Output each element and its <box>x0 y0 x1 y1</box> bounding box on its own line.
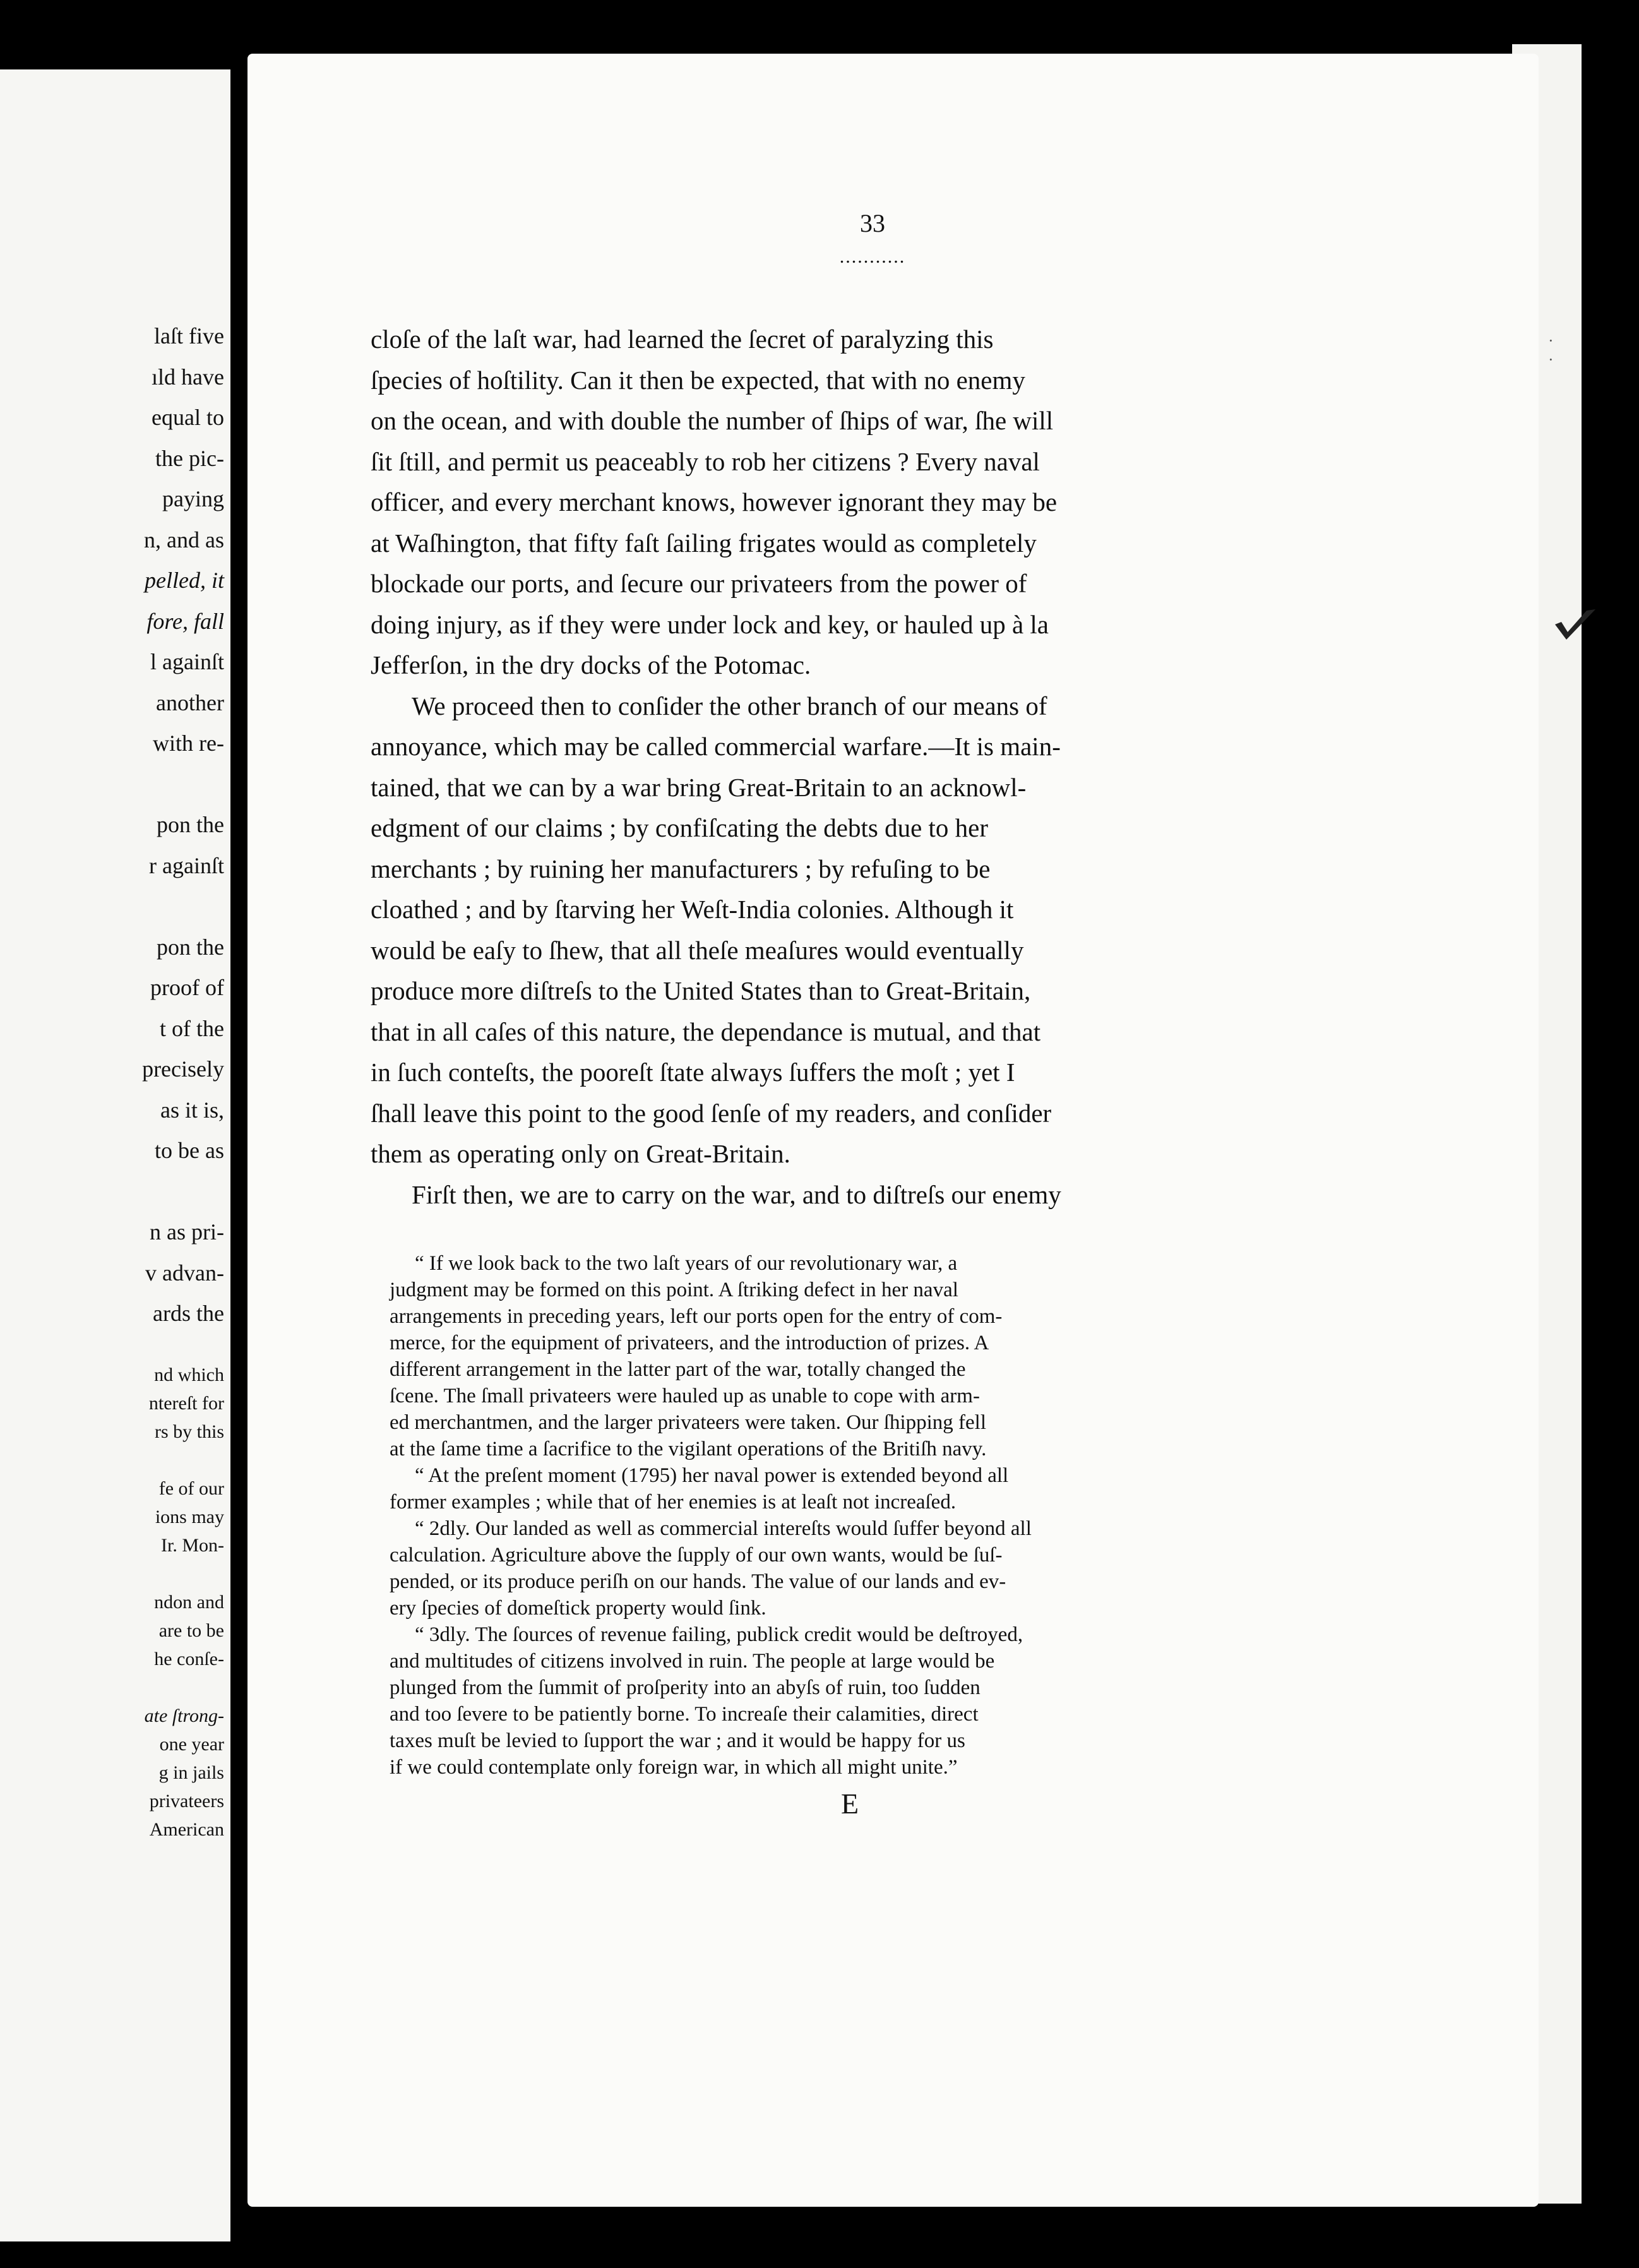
body-line: doing injury, as if they were under lock and key, or hauled up à la <box>371 609 1049 639</box>
facing-line: the pic- <box>155 445 224 471</box>
facing-line: proof of <box>150 975 224 1000</box>
facing-note-line: g in jails <box>158 1762 224 1783</box>
facing-note-line: are to be <box>158 1620 224 1641</box>
facing-line <box>0 1171 230 1212</box>
body-line: Firſt then, we are to carry on the war, and to diſtreſs our enemy <box>412 1179 1061 1209</box>
facing-note-line <box>0 1560 230 1588</box>
footnote-line: ed merchantmen, and the larger privateers were taken. Our ſhipping fell <box>390 1411 987 1434</box>
margin-tick-icon <box>1550 603 1600 654</box>
body-line: on the ocean, and with double the number of ſhips of war, ſhe will <box>371 406 1054 435</box>
facing-line: with re- <box>153 731 224 756</box>
main-page <box>247 54 1554 2207</box>
facing-line: to be as <box>155 1138 224 1163</box>
body-line: ſit ſtill, and permit us peaceably to rob her citizens ? Every naval <box>371 446 1040 476</box>
facing-line: pelled, it <box>145 568 224 593</box>
body-line: ſpecies of hoſtility. Can it then be expected, that with no enemy <box>371 365 1025 395</box>
body-line: that in all caſes of this nature, the dependance is mutual, and that <box>371 1017 1041 1046</box>
facing-note-line: ntereſt for <box>148 1393 224 1414</box>
footnote-line: “ 3dly. The ſources of revenue failing, publick credit would be deſtroyed, <box>415 1623 1023 1646</box>
footnote-line: if we could contemplate only foreign war, in which all might unite.” <box>390 1756 958 1779</box>
speckle: · · <box>1548 331 1554 369</box>
body-line: ſhall leave this point to the good ſenſe of my readers, and conſider <box>371 1098 1052 1128</box>
footnote-line: “ At the preſent moment (1795) her naval power is extended beyond all <box>415 1464 1009 1487</box>
body-line: We proceed then to conſider the other branch of our means of <box>412 691 1047 720</box>
facing-line: n, and as <box>144 527 224 552</box>
footnote-line: ſcene. The ſmall privateers were hauled up as unable to cope with arm- <box>390 1385 980 1407</box>
facing-line <box>0 764 230 805</box>
facing-line: ıld have <box>152 364 224 390</box>
facing-line: r againſt <box>149 852 224 878</box>
facing-line: t of the <box>160 1015 224 1041</box>
body-line: tained, that we can by a war bring Great-Britain to an acknowl- <box>371 772 1027 802</box>
footnote-line: arrangements in preceding years, left our ports open for the entry of com- <box>390 1305 1003 1328</box>
body-line: in ſuch conteſts, the pooreſt ſtate always ſuffers the moſt ; yet I <box>371 1058 1015 1087</box>
facing-line: ards the <box>153 1301 224 1326</box>
facing-page-left <box>0 69 230 2241</box>
facing-note-line: privateers <box>149 1791 224 1811</box>
footnote-line: taxes muſt be levied to ſupport the war ; and it would be happy for us <box>390 1729 965 1752</box>
footnote-line: judgment may be formed on this point. A ſtriking defect in her naval <box>390 1279 958 1301</box>
footnote-line: calculation. Agriculture above the ſupply of our own wants, would be ſuſ- <box>390 1544 1003 1567</box>
facing-note-line: fe of our <box>158 1478 224 1499</box>
page-number-dots: ........... <box>839 246 906 267</box>
facing-page-text <box>0 316 230 1334</box>
body-line: merchants ; by ruining her manufacturers ; by refuſing to be <box>371 854 991 883</box>
facing-line: pon the <box>157 812 224 837</box>
facing-note-line: ndon and <box>154 1592 224 1613</box>
facing-note-line: ate ſtrong- <box>144 1705 224 1726</box>
footnote-line: ery ſpecies of domeſtick property would ſink. <box>390 1597 766 1620</box>
facing-note-line: ions may <box>155 1507 224 1527</box>
facing-line: another <box>156 689 224 715</box>
facing-line: l againſt <box>150 649 224 674</box>
footnote-line: plunged from the ſummit of proſperity into an abyſs of ruin, too ſudden <box>390 1676 980 1699</box>
footnote-block <box>390 1250 1449 1781</box>
facing-page-notes <box>0 1361 230 1844</box>
facing-line: paying <box>162 486 224 511</box>
body-line: officer, and every merchant knows, however ignorant they may be <box>371 487 1058 516</box>
footnote-line: different arrangement in the latter part of the war, totally changed the <box>390 1358 966 1381</box>
footnote-line: and multitudes of citizens involved in ruin. The people at large would be <box>390 1650 995 1673</box>
page-number: 33 <box>860 209 885 237</box>
body-line: at Waſhington, that fifty faſt ſailing frigates would as completely <box>371 528 1037 558</box>
body-line: edgment of our claims ; by confiſcating the debts due to her <box>371 813 989 842</box>
facing-line: as it is, <box>160 1097 224 1123</box>
facing-note-line: American <box>149 1819 224 1840</box>
footnote-line: pended, or its produce periſh on our hands. The value of our lands and ev- <box>390 1570 1006 1593</box>
body-line: cloſe of the laſt war, had learned the ſecret of paralyzing this <box>371 325 994 354</box>
body-line: produce more diſtreſs to the United States than to Great-Britain, <box>371 976 1031 1005</box>
body-text <box>371 319 1449 1215</box>
facing-note-line: rs by this <box>154 1421 224 1442</box>
facing-line: pon the <box>157 934 224 960</box>
facing-note-line <box>0 1673 230 1702</box>
facing-line: precisely <box>142 1056 224 1082</box>
facing-line: equal to <box>152 405 224 430</box>
footnote-line: former examples ; while that of her enemies is at leaſt not increaſed. <box>390 1491 957 1513</box>
facing-line: v advan- <box>145 1260 224 1286</box>
body-line: them as operating only on Great-Britain. <box>371 1139 790 1168</box>
facing-line: fore, fall <box>146 608 224 634</box>
footnote-line: “ 2dly. Our landed as well as commercial intereſts would ſuffer beyond all <box>415 1517 1032 1540</box>
facing-line <box>0 886 230 927</box>
facing-note-line: one year <box>159 1734 224 1755</box>
body-line: annoyance, which may be called commercial warfare.—It is main- <box>371 732 1061 761</box>
facing-line: n as pri- <box>150 1219 224 1244</box>
footnote-line: at the ſame time a ſacrifice to the vigilant operations of the Britiſh navy. <box>390 1438 987 1460</box>
signature-mark: E <box>841 1788 859 1820</box>
facing-note-line: nd which <box>154 1364 224 1385</box>
facing-note-line <box>0 1446 230 1474</box>
facing-note-line: Ir. Mon- <box>161 1535 224 1556</box>
facing-line: laſt five <box>154 323 224 349</box>
facing-note-line: he conſe- <box>154 1649 224 1669</box>
body-line: would be eaſy to ſhew, that all theſe meaſures would eventually <box>371 935 1024 965</box>
body-line: cloathed ; and by ſtarving her Weſt-India colonies. Although it <box>371 895 1014 924</box>
body-line: blockade our ports, and ſecure our privateers from the power of <box>371 569 1027 598</box>
footnote-line: merce, for the equipment of privateers, and the introduction of prizes. A <box>390 1332 989 1354</box>
footnote-line: and too ſevere to be patiently borne. To increaſe their calamities, direct <box>390 1703 979 1726</box>
body-line: Jefferſon, in the dry docks of the Potomac. <box>371 650 811 679</box>
footnote-line: “ If we look back to the two laſt years of our revolutionary war, a <box>415 1252 958 1275</box>
